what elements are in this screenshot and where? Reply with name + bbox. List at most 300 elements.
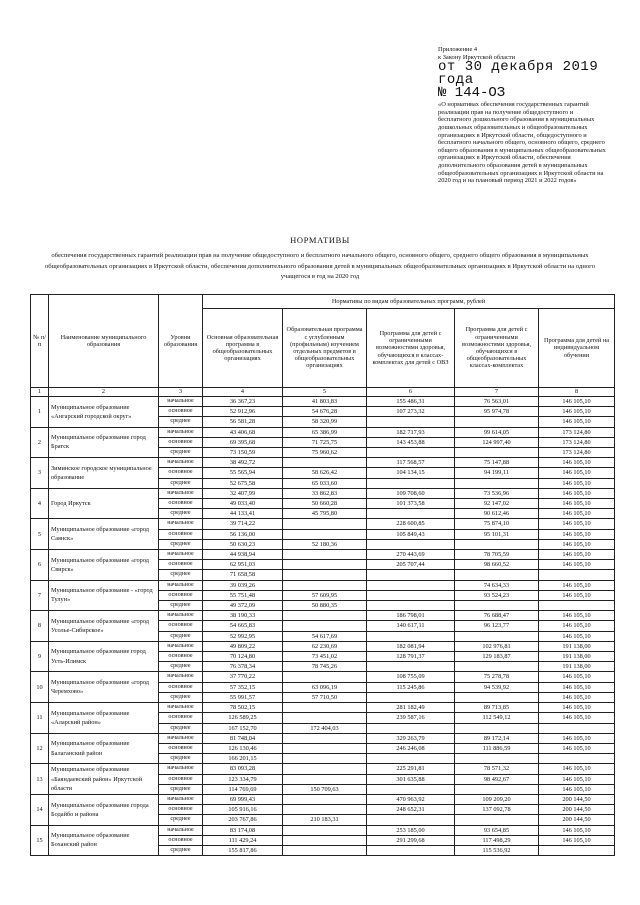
norm-value: 37 770,22 xyxy=(203,672,283,682)
norm-value: 143 453,88 xyxy=(367,437,455,447)
norm-value: 281 182,49 xyxy=(367,703,455,713)
norm-value xyxy=(455,539,539,549)
education-level: основное xyxy=(159,590,203,600)
appendix-line2: к Закону Иркутской области xyxy=(438,53,516,61)
norm-value xyxy=(367,692,455,702)
norm-value xyxy=(367,845,455,855)
norm-value: 291 299,68 xyxy=(367,835,455,845)
norm-value xyxy=(283,611,367,621)
norm-value xyxy=(539,601,615,611)
norm-value: 200 144,50 xyxy=(539,805,615,815)
education-level: основное xyxy=(159,805,203,815)
norm-value xyxy=(367,754,455,764)
norm-value: 105 916,16 xyxy=(203,805,283,815)
norm-value: 253 185,00 xyxy=(367,825,455,835)
norm-value: 146 105,10 xyxy=(539,692,615,702)
norm-value: 38 190,33 xyxy=(203,611,283,621)
norm-value: 146 105,10 xyxy=(539,468,615,478)
norm-value: 83 093,28 xyxy=(203,764,283,774)
norm-value: 49 809,22 xyxy=(203,641,283,651)
norm-value: 52 992,95 xyxy=(203,631,283,641)
norm-value: 45 795,80 xyxy=(283,509,367,519)
norm-value: 56 136,00 xyxy=(203,529,283,539)
colnum: 7 xyxy=(455,388,539,397)
education-level: среднее xyxy=(159,478,203,488)
norm-value xyxy=(283,764,367,774)
norm-value: 146 105,10 xyxy=(539,713,615,723)
appendix-description: «О нормативах обеспечения государственных гарантий реализации прав на получение общедоступного и бесплатного дошкольного образования в муниципальных дошкольных образовательных и общеобразовательных организациях в Иркутской области, общедоступного и бесплатного начального общего, основного общего, среднего общего образования в муниципальных общеобразовательных организациях в Иркутской области, обеспечения дополнительного образования детей в муниципальных общеобразовательных организациях в Иркутской области на 2020 год и на плановый период 2021 и 2022 годов» xyxy=(438,101,606,185)
colnum: 6 xyxy=(367,388,455,397)
municipality-name: Муниципальное образование города Бодайбо и района xyxy=(49,794,159,825)
header-level: Уровни образования xyxy=(159,295,203,388)
header-group: Нормативы по видам образовательных программ, рублей xyxy=(203,295,615,309)
header-name: Наименование муниципального образования xyxy=(49,295,159,388)
norm-value: 69 999,43 xyxy=(203,794,283,804)
row-number: 2 xyxy=(31,427,49,458)
colnum: 1 xyxy=(31,388,49,397)
header-col4: Основная образовательная программа в общеобразовательных организациях xyxy=(203,309,283,388)
norm-value: 98 660,52 xyxy=(455,560,539,570)
colnum: 4 xyxy=(203,388,283,397)
row-number: 12 xyxy=(31,733,49,764)
colnum: 3 xyxy=(159,388,203,397)
row-number: 14 xyxy=(31,794,49,825)
norm-value: 140 617,11 xyxy=(367,621,455,631)
norm-value xyxy=(283,805,367,815)
education-level: среднее xyxy=(159,570,203,580)
norm-value xyxy=(539,570,615,580)
education-level: начальное xyxy=(159,764,203,774)
norm-value: 146 105,10 xyxy=(539,407,615,417)
education-level: начальное xyxy=(159,488,203,498)
row-number: 15 xyxy=(31,825,49,856)
norm-value: 146 105,10 xyxy=(539,539,615,549)
norm-value: 146 105,10 xyxy=(539,631,615,641)
header-col7: Программа для детей с ограниченными возможностями здоровья, обучающихся в общеобразовательных классах-комплектах xyxy=(455,309,539,388)
norm-value xyxy=(283,733,367,743)
table-row xyxy=(31,427,615,437)
norm-value: 78 705,59 xyxy=(455,550,539,560)
norm-value: 73 536,96 xyxy=(455,488,539,498)
row-number: 10 xyxy=(31,672,49,703)
norm-value xyxy=(283,519,367,529)
norm-value: 58 320,99 xyxy=(283,417,367,427)
norm-value: 52 180,36 xyxy=(283,539,367,549)
norm-value: 228 600,85 xyxy=(367,519,455,529)
norm-value xyxy=(455,754,539,764)
norm-value: 128 791,37 xyxy=(367,652,455,662)
norm-value: 108 755,09 xyxy=(367,672,455,682)
norm-value xyxy=(367,662,455,672)
norm-value: 39 039,26 xyxy=(203,580,283,590)
norm-value: 39 714,22 xyxy=(203,519,283,529)
norm-value: 239 587,16 xyxy=(367,713,455,723)
norm-value: 76 563,01 xyxy=(455,397,539,407)
document-title: НОРМАТИВЫ xyxy=(290,235,350,245)
norm-value: 146 105,10 xyxy=(539,774,615,784)
norm-value xyxy=(367,784,455,794)
norm-value: 50 630,23 xyxy=(203,539,283,549)
norm-value xyxy=(367,631,455,641)
norm-value: 43 406,68 xyxy=(203,427,283,437)
norm-value xyxy=(283,560,367,570)
norm-value: 63 096,19 xyxy=(283,682,367,692)
norm-value: 94 199,11 xyxy=(455,468,539,478)
norm-value xyxy=(367,478,455,488)
norm-value: 117 498,29 xyxy=(455,835,539,845)
norm-value xyxy=(539,723,615,733)
municipality-name: Муниципальное образование Балаганский район xyxy=(49,733,159,764)
norm-value: 78 571,32 xyxy=(455,764,539,774)
table-row xyxy=(31,794,615,804)
education-level: среднее xyxy=(159,815,203,825)
norm-value: 65 386,99 xyxy=(283,427,367,437)
norm-value: 146 105,10 xyxy=(539,743,615,753)
municipality-name: Муниципальное образование «город Черемхово» xyxy=(49,672,159,703)
norm-value xyxy=(367,509,455,519)
municipality-name: Муниципальное образование «Ангарский городской округ» xyxy=(49,397,159,428)
norm-value: 71 658,58 xyxy=(203,570,283,580)
norm-value: 329 263,79 xyxy=(367,733,455,743)
norm-value: 81 748,04 xyxy=(203,733,283,743)
norm-value: 146 105,10 xyxy=(539,590,615,600)
norm-value: 200 144,50 xyxy=(539,794,615,804)
municipality-name: Муниципальное образование город Братск xyxy=(49,427,159,458)
table-row xyxy=(31,825,615,835)
norm-value: 69 395,68 xyxy=(203,437,283,447)
header-col6: Программа для детей с ограниченными возможностями здоровья, обучающихся в классах-комплектах для детей с ОВЗ xyxy=(367,309,455,388)
table-row xyxy=(31,641,615,651)
norm-value: 173 124,80 xyxy=(539,427,615,437)
norm-value: 146 105,10 xyxy=(539,580,615,590)
education-level: начальное xyxy=(159,519,203,529)
table-row xyxy=(31,550,615,560)
header-col5: Образовательная программа с углубленным (профильным) изучением отдельных предметов в общеобразовательных организациях xyxy=(283,309,367,388)
colnum: 8 xyxy=(539,388,615,397)
norm-value: 225 291,81 xyxy=(367,764,455,774)
norms-table-body xyxy=(31,397,615,856)
norm-value xyxy=(455,784,539,794)
norm-value: 32 407,99 xyxy=(203,488,283,498)
norm-value: 146 105,10 xyxy=(539,825,615,835)
norm-value: 301 635,88 xyxy=(367,774,455,784)
norm-value xyxy=(455,448,539,458)
norm-value: 94 539,92 xyxy=(455,682,539,692)
norm-value: 172 404,03 xyxy=(283,723,367,733)
row-number: 7 xyxy=(31,580,49,611)
norm-value: 205 707,44 xyxy=(367,560,455,570)
row-number: 3 xyxy=(31,458,49,489)
education-level: начальное xyxy=(159,733,203,743)
norm-value: 146 105,10 xyxy=(539,519,615,529)
norm-value: 270 443,69 xyxy=(367,550,455,560)
education-level: среднее xyxy=(159,784,203,794)
norm-value: 146 105,10 xyxy=(539,488,615,498)
norm-value: 36 367,23 xyxy=(203,397,283,407)
row-number: 1 xyxy=(31,397,49,428)
row-number: 6 xyxy=(31,550,49,581)
appendix-date: от 30 декабря 2019 года xyxy=(438,59,599,89)
norm-value: 49 033,40 xyxy=(203,499,283,509)
municipality-name: Город Иркутск xyxy=(49,488,159,519)
norm-value xyxy=(283,713,367,723)
norm-value: 203 767,86 xyxy=(203,815,283,825)
norm-value: 41 803,83 xyxy=(283,397,367,407)
norm-value: 117 568,57 xyxy=(367,458,455,468)
appendix-block xyxy=(438,46,608,185)
norm-value: 124 997,40 xyxy=(455,437,539,447)
norm-value xyxy=(283,621,367,631)
norm-value: 191 138,00 xyxy=(539,641,615,651)
colnum: 5 xyxy=(283,388,367,397)
colnum: 2 xyxy=(49,388,159,397)
norm-value: 173 124,80 xyxy=(539,448,615,458)
norm-value: 102 976,81 xyxy=(455,641,539,651)
norm-value: 62 230,69 xyxy=(283,641,367,651)
norm-value: 146 105,10 xyxy=(539,458,615,468)
education-level: начальное xyxy=(159,580,203,590)
norm-value: 210 183,31 xyxy=(283,815,367,825)
norm-value xyxy=(367,448,455,458)
education-level: среднее xyxy=(159,417,203,427)
norm-value xyxy=(455,570,539,580)
norm-value: 246 246,08 xyxy=(367,743,455,753)
education-level: начальное xyxy=(159,794,203,804)
norm-value xyxy=(539,845,615,855)
municipality-name: Муниципальное образование «Баяндаевский район» Иркутской области xyxy=(49,764,159,795)
norm-value: 182 081,94 xyxy=(367,641,455,651)
norm-value: 76 378,34 xyxy=(203,662,283,672)
norm-value xyxy=(455,723,539,733)
norm-value: 107 273,32 xyxy=(367,407,455,417)
norm-value xyxy=(367,570,455,580)
municipality-name: Муниципальное образование Боханский район xyxy=(49,825,159,856)
education-level: основное xyxy=(159,835,203,845)
norm-value: 54 617,69 xyxy=(283,631,367,641)
norm-value: 173 124,80 xyxy=(539,437,615,447)
norm-value: 54 665,83 xyxy=(203,621,283,631)
table-row xyxy=(31,733,615,743)
norm-value: 89 713,85 xyxy=(455,703,539,713)
norm-value: 146 105,10 xyxy=(539,835,615,845)
norm-value: 126 130,46 xyxy=(203,743,283,753)
norm-value: 146 105,10 xyxy=(539,550,615,560)
education-level: основное xyxy=(159,437,203,447)
table-row xyxy=(31,519,615,529)
norm-value xyxy=(455,417,539,427)
norm-value: 191 138,00 xyxy=(539,662,615,672)
norm-value xyxy=(283,703,367,713)
norm-value: 57 352,15 xyxy=(203,682,283,692)
norm-value xyxy=(283,570,367,580)
norm-value: 146 105,10 xyxy=(539,703,615,713)
norm-value: 70 124,80 xyxy=(203,652,283,662)
norm-value: 200 144,50 xyxy=(539,815,615,825)
norm-value xyxy=(455,478,539,488)
norm-value xyxy=(283,794,367,804)
norm-value: 44 133,41 xyxy=(203,509,283,519)
row-number: 9 xyxy=(31,641,49,672)
norm-value: 50 880,35 xyxy=(283,601,367,611)
row-number: 5 xyxy=(31,519,49,550)
norm-value: 78 502,15 xyxy=(203,703,283,713)
municipality-name: Муниципальное образование «город Усолье-Сибирское» xyxy=(49,611,159,642)
education-level: основное xyxy=(159,621,203,631)
education-level: среднее xyxy=(159,662,203,672)
document-subtitle: обеспечения государственных гарантий реализации прав на получение общедоступного и бесплатного начального общего, основного общего, среднего общего образования в муниципальных общеобразовательных организациях в Иркутской области, обеспечения дополнительного образования детей в муниципальных общеобразовательных организациях в Иркутской области на одного учащегося в год на 2020 год xyxy=(44,252,595,280)
table-row xyxy=(31,458,615,468)
norm-value xyxy=(455,815,539,825)
norm-value: 58 626,42 xyxy=(283,468,367,478)
norm-value: 93 654,85 xyxy=(455,825,539,835)
norm-value: 105 849,43 xyxy=(367,529,455,539)
appendix-line1: Приложение 4 xyxy=(438,46,478,53)
education-level: основное xyxy=(159,499,203,509)
norm-value: 56 581,28 xyxy=(203,417,283,427)
norm-value: 146 105,10 xyxy=(539,397,615,407)
norm-value: 57 710,50 xyxy=(283,692,367,702)
norm-value: 146 105,10 xyxy=(539,764,615,774)
norm-value: 52 912,96 xyxy=(203,407,283,417)
education-level: среднее xyxy=(159,723,203,733)
norm-value xyxy=(367,580,455,590)
norm-value: 146 105,10 xyxy=(539,509,615,519)
municipality-name: Зиминское городское муниципальное образование xyxy=(49,458,159,489)
municipality-name: Муниципальное образование «город Саянск» xyxy=(49,519,159,550)
norm-value: 137 092,78 xyxy=(455,805,539,815)
header-col8: Программа для детей на индивидуальном обучении xyxy=(539,309,615,388)
norm-value xyxy=(283,550,367,560)
header-num: № п/п xyxy=(31,295,49,388)
norm-value xyxy=(367,590,455,600)
norm-value: 75 278,78 xyxy=(455,672,539,682)
norm-value: 146 105,10 xyxy=(539,499,615,509)
norm-value: 146 105,10 xyxy=(539,733,615,743)
education-level: среднее xyxy=(159,539,203,549)
norm-value: 75 874,10 xyxy=(455,519,539,529)
norm-value xyxy=(283,835,367,845)
education-level: среднее xyxy=(159,509,203,519)
norm-value: 248 652,31 xyxy=(367,805,455,815)
education-level: начальное xyxy=(159,427,203,437)
norm-value: 33 862,83 xyxy=(283,488,367,498)
norm-value: 146 105,10 xyxy=(539,682,615,692)
education-level: основное xyxy=(159,560,203,570)
norm-value: 115 536,92 xyxy=(455,845,539,855)
table-row xyxy=(31,580,615,590)
education-level: начальное xyxy=(159,672,203,682)
municipality-name: Муниципальное образование - «город Тулун» xyxy=(49,580,159,611)
norm-value: 52 675,58 xyxy=(203,478,283,488)
education-level: начальное xyxy=(159,611,203,621)
norm-value: 112 549,12 xyxy=(455,713,539,723)
education-level: начальное xyxy=(159,397,203,407)
norm-value xyxy=(455,692,539,702)
norm-value: 38 492,72 xyxy=(203,458,283,468)
norm-value: 62 951,03 xyxy=(203,560,283,570)
education-level: среднее xyxy=(159,845,203,855)
norm-value: 75 960,62 xyxy=(283,448,367,458)
row-number: 8 xyxy=(31,611,49,642)
norm-value: 146 105,10 xyxy=(539,417,615,427)
norm-value xyxy=(367,601,455,611)
row-number: 4 xyxy=(31,488,49,519)
municipality-name: Муниципальное образование город Усть-Илимск xyxy=(49,641,159,672)
norm-value: 98 492,67 xyxy=(455,774,539,784)
education-level: среднее xyxy=(159,692,203,702)
norm-value: 104 134,15 xyxy=(367,468,455,478)
norm-value: 55 991,57 xyxy=(203,692,283,702)
norm-value: 150 709,63 xyxy=(283,784,367,794)
education-level: основное xyxy=(159,713,203,723)
norm-value: 166 201,15 xyxy=(203,754,283,764)
norm-value: 93 524,23 xyxy=(455,590,539,600)
norm-value xyxy=(367,417,455,427)
education-level: основное xyxy=(159,774,203,784)
norm-value: 50 660,28 xyxy=(283,499,367,509)
norm-value: 75 147,88 xyxy=(455,458,539,468)
norm-value: 109 209,20 xyxy=(455,794,539,804)
norm-value xyxy=(283,580,367,590)
norm-value: 78 745,26 xyxy=(283,662,367,672)
norm-value: 146 105,10 xyxy=(539,560,615,570)
norm-value xyxy=(283,458,367,468)
norms-table xyxy=(30,294,615,856)
table-row xyxy=(31,672,615,682)
norm-value xyxy=(283,529,367,539)
norm-value: 123 334,79 xyxy=(203,774,283,784)
norm-value: 146 105,10 xyxy=(539,672,615,682)
norm-value: 65 033,60 xyxy=(283,478,367,488)
education-level: основное xyxy=(159,407,203,417)
norm-value: 155 817,86 xyxy=(203,845,283,855)
municipality-name: Муниципальное образование «город Свирск» xyxy=(49,550,159,581)
education-level: среднее xyxy=(159,601,203,611)
norm-value xyxy=(455,631,539,641)
norm-value: 129 183,87 xyxy=(455,652,539,662)
norm-value: 73 150,59 xyxy=(203,448,283,458)
norm-value: 126 589,25 xyxy=(203,713,283,723)
norm-value: 73 451,02 xyxy=(283,652,367,662)
education-level: основное xyxy=(159,743,203,753)
norm-value: 146 105,10 xyxy=(539,784,615,794)
norm-value xyxy=(455,601,539,611)
norm-value: 101 373,58 xyxy=(367,499,455,509)
norm-value: 146 105,10 xyxy=(539,611,615,621)
norm-value: 167 152,70 xyxy=(203,723,283,733)
education-level: начальное xyxy=(159,641,203,651)
education-level: среднее xyxy=(159,631,203,641)
norm-value: 109 708,60 xyxy=(367,488,455,498)
norm-value: 92 147,02 xyxy=(455,499,539,509)
education-level: начальное xyxy=(159,825,203,835)
norm-value: 99 614,05 xyxy=(455,427,539,437)
norm-value: 111 886,59 xyxy=(455,743,539,753)
norm-value: 186 798,01 xyxy=(367,611,455,621)
municipality-name: Муниципальное образование «Аларский район» xyxy=(49,703,159,734)
norm-value: 114 769,69 xyxy=(203,784,283,794)
education-level: основное xyxy=(159,529,203,539)
norm-value xyxy=(283,743,367,753)
norm-value: 191 138,00 xyxy=(539,652,615,662)
row-number: 11 xyxy=(31,703,49,734)
appendix-number: № 144-ОЗ xyxy=(438,85,506,102)
norm-value: 54 676,28 xyxy=(283,407,367,417)
norm-value xyxy=(283,774,367,784)
norm-value: 155 486,31 xyxy=(367,397,455,407)
norm-value: 76 688,47 xyxy=(455,611,539,621)
education-level: среднее xyxy=(159,448,203,458)
